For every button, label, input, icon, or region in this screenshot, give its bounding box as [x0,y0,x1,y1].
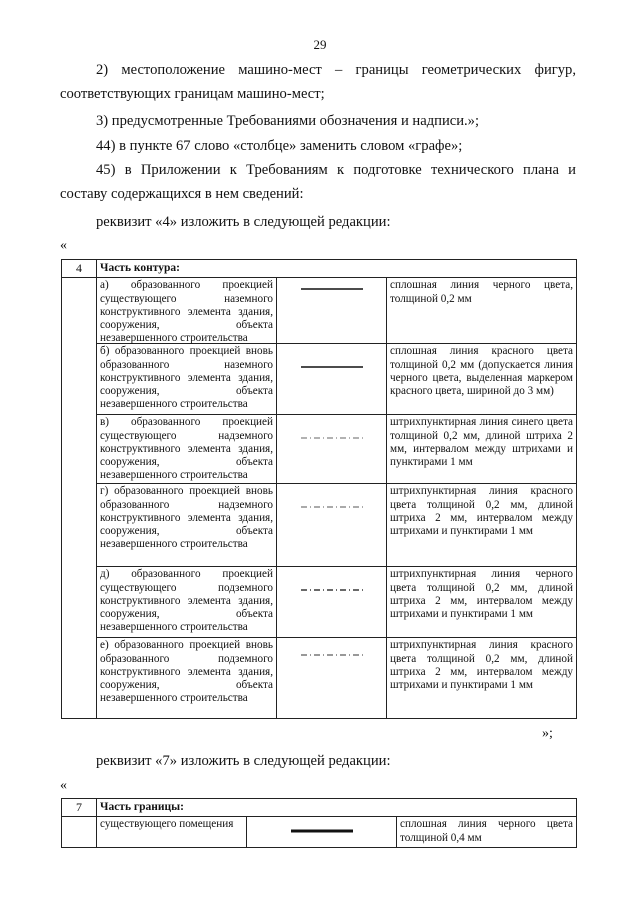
row-description: в) образованного проекцией существующего надземного конструктивного элемента здания, сооружения, объекта незавершенного строительства [97,415,277,483]
paragraph-1: 2) местоположение машино-мест – границы геометрических фигур, соответствующих границам машино-мест; [60,62,576,102]
table-row [97,278,576,344]
row-description: д) образованного проекцией существующего подземного конструктивного элемента здания, сооружения, объекта незавершенного строительства [97,567,277,637]
row-specification: штрихпунктирная линия синего цвета толщиной 0,2 мм, длиной штриха 2 мм, интервалом между штрихами и пунктирами 1 мм [390,416,573,469]
quote-close: »; [542,726,553,741]
paragraph-2: 3) предусмотренные Требованиями обозначения и надписи.»; [96,113,480,129]
line-sample [277,344,387,414]
paragraph-3: 44) в пункте 67 слово «столбце» заменить словом «графе»; [96,138,463,154]
table-row [97,415,576,484]
requisite-number: 4 [62,260,97,278]
row-specification: сплошная линия красного цвета толщиной 0,2 мм (допускается линия черного цвета, выделенная маркером красного цвета, шириной до 3 мм) [390,345,573,398]
line-sample [277,415,387,483]
number-column-empty [62,278,97,719]
dash-dot-line-icon [301,587,363,593]
row-specification: штрихпунктирная линия красного цвета толщиной 0,2 мм, длиной штриха 2 мм, интервалом между штрихами и пунктирами 1 мм [390,485,573,538]
line-sample [247,817,397,847]
row-specification: сплошная линия черного цвета толщиной 0,4 мм [400,818,573,844]
dash-dot-line-icon [301,652,363,658]
row-specification: штрихпунктирная линия красного цвета толщиной 0,2 мм, длиной штриха 2 мм, интервалом между штрихами и пунктирами 1 мм [390,639,573,692]
page-number: 29 [313,37,327,52]
dash-dot-line-icon [301,504,363,510]
row-description: г) образованного проекцией вновь образованного надземного конструктивного элемента здания, сооружения, объекта незавершенного строительства [97,484,277,566]
row-description: а) образованного проекцией существующего наземного конструктивного элемента здания, сооружения, объекта незавершенного строительства [97,278,277,343]
paragraph-4: 45) в Приложении к Требованиям к подготовке технического плана и составу содержащихся в нем сведений: [60,162,576,202]
requisite-rows [97,817,577,848]
thick-solid-line-icon [291,828,353,834]
table-row [97,817,576,847]
table-requisite-4 [61,259,577,719]
table-header-row [62,260,577,278]
line-sample [277,278,387,343]
paragraph-5: реквизит «4» изложить в следующей редакции: [96,214,391,230]
quote-open-2: « [60,778,67,793]
solid-line-icon [301,286,363,292]
line-sample [277,484,387,566]
table-header-row [62,799,577,817]
requisite-header: Часть границы: [97,799,577,817]
dash-dot-line-icon [301,435,363,441]
row-description: е) образованного проекцией вновь образованного подземного конструктивного элемента здания, сооружения, объекта незавершенного строительства [97,638,277,718]
requisite-number: 7 [62,799,97,817]
row-description: б) образованного проекцией вновь образованного наземного конструктивного элемента здания, сооружения, объекта незавершенного строительства [97,344,277,414]
table-row [97,484,576,567]
requisite-header: Часть контура: [97,260,577,278]
row-specification: сплошная линия черного цвета, толщиной 0,2 мм [390,279,573,305]
row-specification: штрихпунктирная линия черного цвета толщиной 0,2 мм, длиной штриха 2 мм, интервалом между штрихами и пунктирами 1 мм [390,568,573,621]
table-row [97,638,576,718]
table-requisite-7 [61,798,577,848]
table-row [97,344,576,415]
solid-line-icon [301,364,363,370]
number-column-empty [62,817,97,848]
paragraph-6: реквизит «7» изложить в следующей редакции: [96,753,391,769]
table-row [97,567,576,638]
requisite-rows [97,278,577,719]
quote-open: « [60,238,67,253]
line-sample [277,638,387,718]
line-sample [277,567,387,637]
row-description: существующего помещения [97,817,247,847]
